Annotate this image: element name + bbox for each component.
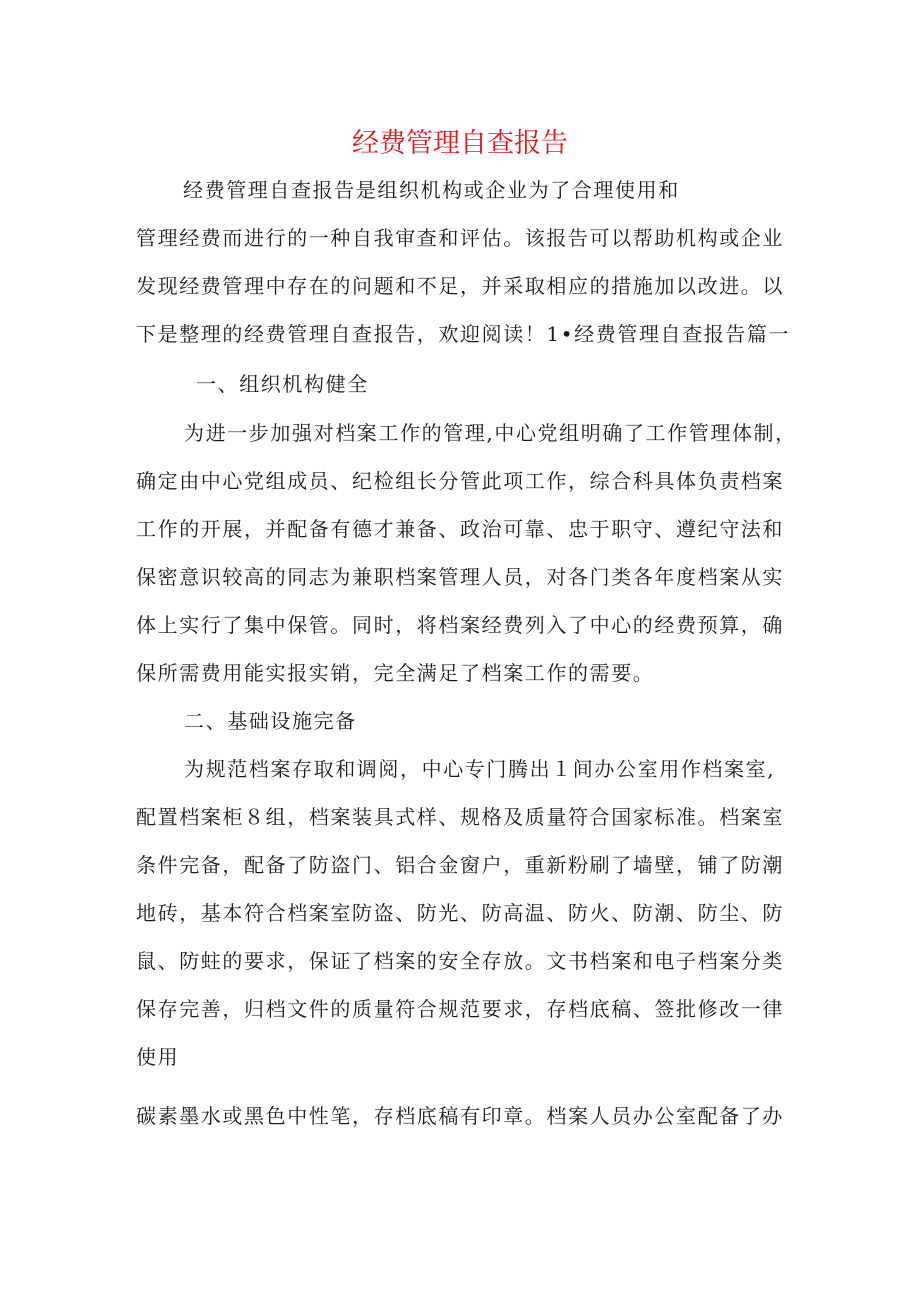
document-title: 经费管理自查报告 bbox=[352, 128, 568, 159]
section2-line-5: 鼠、防蛀的要求，保证了档案的安全存放。文书档案和电子档案分类 bbox=[136, 949, 784, 973]
intro-line-3: 发现经费管理中存在的问题和不足，并采取相应的措施加以改进。以 bbox=[136, 274, 784, 298]
continuation-line: 碳素墨水或黑色中性笔，存档底稿有印章。档案人员办公室配备了办 bbox=[136, 1104, 784, 1128]
section2-line-1: 为规范档案存取和调阅，中心专门腾出１间办公室用作档案室, bbox=[184, 757, 776, 781]
section1-line-4: 保密意识较高的同志为兼职档案管理人员，对各门类各年度档案从实 bbox=[136, 565, 784, 589]
section1-heading: 一、组织机构健全 bbox=[196, 372, 369, 396]
section1-line-2: 确定由中心党组成员、纪检组长分管此项工作，综合科具体负责档案 bbox=[136, 469, 784, 493]
intro-line-1: 经费管理自查报告是组织机构或企业为了合理使用和 bbox=[183, 178, 680, 202]
intro-line-4: 下是整理的经费管理自查报告，欢迎阅读！1•经费管理自查报告篇一 bbox=[136, 322, 791, 346]
section1-line-5: 体上实行了集中保管。同时，将档案经费列入了中心的经费预算，确 bbox=[136, 613, 784, 637]
section2-line-3: 条件完备，配备了防盗门、铝合金窗户，重新粉刷了墙壁，铺了防潮 bbox=[136, 853, 784, 877]
section2-line-6: 保存完善，归档文件的质量符合规范要求，存档底稿、签批修改一律 bbox=[136, 997, 784, 1021]
section2-line-7: 使用 bbox=[136, 1045, 180, 1069]
section1-line-6: 保所需费用能实报实销，完全满足了档案工作的需要。 bbox=[136, 661, 655, 685]
section2-line-2: 配置档案柜８组，档案装具式样、规格及质量符合国家标准。档案室 bbox=[136, 805, 784, 829]
section2-line-4: 地砖，基本符合档案室防盗、防光、防高温、防火、防潮、防尘、防 bbox=[136, 901, 784, 925]
section1-line-3: 工作的开展，并配备有德才兼备、政治可靠、忠于职守、遵纪守法和 bbox=[136, 517, 784, 541]
section1-line-1: 为进一步加强对档案工作的管理,中心党组明确了工作管理体制， bbox=[184, 421, 797, 445]
intro-line-2: 管理经费而进行的一种自我审查和评估。该报告可以帮助机构或企业 bbox=[136, 226, 784, 250]
section2-heading: 二、基础设施完备 bbox=[184, 709, 357, 733]
